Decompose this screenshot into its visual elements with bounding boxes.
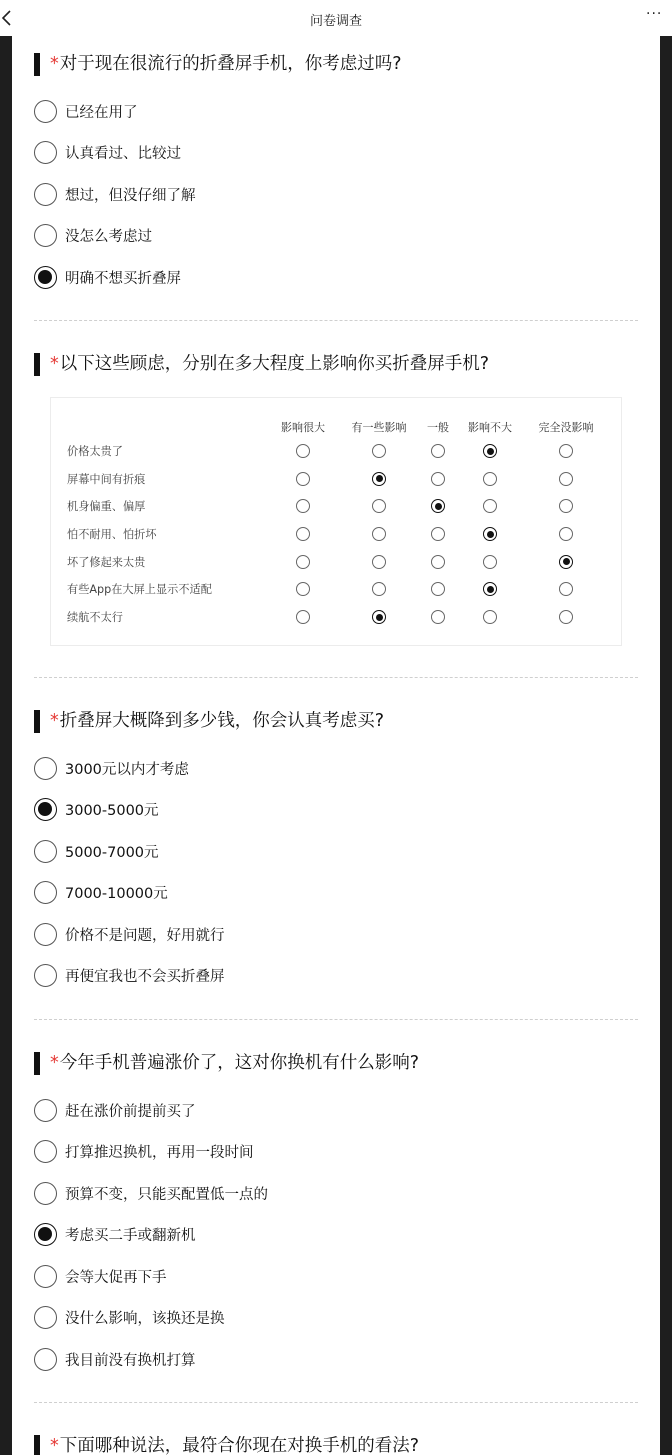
matrix-radio[interactable] bbox=[483, 472, 497, 486]
radio-button[interactable] bbox=[34, 100, 57, 123]
option-1[interactable] bbox=[34, 1097, 196, 1123]
matrix-radio[interactable] bbox=[296, 499, 310, 513]
matrix-radio[interactable] bbox=[483, 610, 497, 624]
matrix-row-label: 续航不太行 bbox=[67, 611, 123, 624]
radio-button[interactable] bbox=[34, 923, 57, 946]
matrix-radio[interactable] bbox=[431, 582, 445, 596]
required-mark: * bbox=[50, 354, 59, 374]
option-5[interactable] bbox=[34, 921, 225, 947]
question-title bbox=[34, 1051, 638, 1077]
section-divider bbox=[34, 1402, 638, 1403]
radio-button[interactable] bbox=[34, 798, 57, 821]
more-menu-icon[interactable]: ··· bbox=[646, 6, 663, 22]
required-mark: * bbox=[50, 711, 59, 731]
radio-button[interactable] bbox=[34, 141, 57, 164]
top-bar bbox=[0, 0, 672, 36]
option-label: 再便宜我也不会买折叠屏 bbox=[65, 969, 225, 985]
question-title bbox=[34, 1434, 638, 1455]
required-mark: * bbox=[50, 1436, 59, 1455]
matrix-radio[interactable] bbox=[483, 444, 497, 458]
option-2[interactable] bbox=[34, 140, 181, 166]
question-title bbox=[34, 352, 638, 378]
matrix-row-label: 怕不耐用、怕折坏 bbox=[67, 528, 157, 541]
matrix-radio[interactable] bbox=[372, 610, 386, 624]
radio-button[interactable] bbox=[34, 1182, 57, 1205]
option-6[interactable] bbox=[34, 1305, 225, 1331]
rating-matrix bbox=[50, 397, 622, 646]
question-text: 对于现在很流行的折叠屏手机，你考虑过吗? bbox=[59, 54, 402, 74]
radio-button[interactable] bbox=[34, 1223, 57, 1246]
radio-button[interactable] bbox=[34, 1099, 57, 1122]
matrix-row-label: 坏了修起来太贵 bbox=[67, 555, 146, 569]
matrix-radio[interactable] bbox=[559, 444, 573, 458]
option-label: 认真看过、比较过 bbox=[65, 146, 181, 162]
matrix-row-label: 机身偏重、偏厚 bbox=[67, 500, 146, 513]
matrix-radio[interactable] bbox=[431, 472, 445, 486]
radio-button[interactable] bbox=[34, 1348, 57, 1371]
matrix-radio[interactable] bbox=[296, 555, 310, 569]
question-marker bbox=[34, 1435, 40, 1455]
section-divider bbox=[34, 677, 638, 678]
matrix-column-header: 完全没影响 bbox=[538, 421, 594, 434]
question-2 bbox=[34, 352, 638, 378]
matrix-radio[interactable] bbox=[483, 582, 497, 596]
required-mark: * bbox=[50, 54, 59, 74]
matrix-radio[interactable] bbox=[372, 582, 386, 596]
option-3[interactable] bbox=[34, 1180, 268, 1206]
matrix-radio[interactable] bbox=[431, 499, 445, 513]
matrix-radio[interactable] bbox=[483, 499, 497, 513]
question-text: 以下这些顾虑，分别在多大程度上影响你买折叠屏手机? bbox=[59, 354, 490, 374]
matrix-radio[interactable] bbox=[296, 610, 310, 624]
question-text: 今年手机普遍涨价了，这对你换机有什么影响? bbox=[59, 1053, 420, 1073]
matrix-radio[interactable] bbox=[296, 582, 310, 596]
matrix-radio[interactable] bbox=[372, 444, 386, 458]
option-3[interactable] bbox=[34, 181, 196, 207]
option-4[interactable] bbox=[34, 880, 168, 906]
option-label: 3000-5000元 bbox=[65, 803, 159, 819]
option-label: 没什么影响，该换还是换 bbox=[65, 1311, 225, 1327]
option-5[interactable] bbox=[34, 264, 181, 290]
option-6[interactable] bbox=[34, 963, 225, 989]
question-title bbox=[34, 52, 638, 78]
option-label: 想过，但没仔细了解 bbox=[65, 187, 196, 204]
question-4 bbox=[34, 1051, 638, 1369]
option-1[interactable] bbox=[34, 98, 138, 124]
matrix-radio[interactable] bbox=[559, 582, 573, 596]
radio-button[interactable] bbox=[34, 183, 57, 206]
radio-button[interactable] bbox=[34, 1140, 57, 1163]
option-4[interactable] bbox=[34, 223, 152, 249]
matrix-radio[interactable] bbox=[559, 555, 573, 569]
required-mark: * bbox=[50, 1053, 59, 1073]
question-3 bbox=[34, 709, 638, 985]
matrix-radio[interactable] bbox=[483, 555, 497, 569]
question-5 bbox=[34, 1434, 638, 1455]
option-label: 预算不变，只能买配置低一点的 bbox=[65, 1186, 268, 1203]
matrix-row-label: 有些App在大屏上显示不适配 bbox=[67, 583, 212, 596]
matrix-radio[interactable] bbox=[559, 610, 573, 624]
survey-page bbox=[12, 36, 660, 1455]
question-marker bbox=[34, 353, 40, 376]
option-label: 3000元以内才考虑 bbox=[65, 761, 189, 778]
radio-button[interactable] bbox=[34, 266, 57, 289]
question-marker bbox=[34, 53, 40, 76]
section-divider bbox=[34, 320, 638, 321]
radio-button[interactable] bbox=[34, 1265, 57, 1288]
option-1[interactable] bbox=[34, 755, 189, 781]
matrix-radio[interactable] bbox=[296, 444, 310, 458]
matrix-radio[interactable] bbox=[372, 499, 386, 513]
matrix-radio[interactable] bbox=[431, 555, 445, 569]
matrix-radio[interactable] bbox=[431, 527, 445, 541]
option-5[interactable] bbox=[34, 1263, 167, 1289]
page-title: 问卷调查 bbox=[309, 14, 362, 29]
radio-button[interactable] bbox=[34, 964, 57, 987]
option-label: 5000-7000元 bbox=[65, 844, 159, 861]
matrix-row-label: 价格太贵了 bbox=[67, 445, 123, 458]
option-label: 价格不是问题，好用就行 bbox=[65, 927, 225, 944]
option-label: 赶在涨价前提前买了 bbox=[65, 1103, 196, 1120]
question-title bbox=[34, 709, 638, 735]
matrix-row-label: 屏幕中间有折痕 bbox=[67, 472, 146, 486]
option-label: 已经在用了 bbox=[65, 104, 138, 121]
radio-button[interactable] bbox=[34, 1306, 57, 1329]
matrix-column-header: 一般 bbox=[427, 421, 449, 434]
question-1 bbox=[34, 52, 638, 287]
matrix-radio[interactable] bbox=[559, 499, 573, 513]
radio-button[interactable] bbox=[34, 224, 57, 247]
option-4[interactable] bbox=[34, 1222, 196, 1248]
matrix-column-header: 影响不大 bbox=[468, 421, 512, 434]
option-label: 我目前没有换机打算 bbox=[65, 1352, 196, 1369]
matrix-radio[interactable] bbox=[372, 527, 386, 541]
question-marker bbox=[34, 1052, 40, 1075]
radio-button[interactable] bbox=[34, 757, 57, 780]
option-label: 7000-10000元 bbox=[65, 886, 168, 902]
option-label: 打算推迟换机，再用一段时间 bbox=[65, 1145, 254, 1161]
option-label: 会等大促再下手 bbox=[65, 1269, 167, 1286]
matrix-radio[interactable] bbox=[483, 527, 497, 541]
question-text: 折叠屏大概降到多少钱，你会认真考虑买? bbox=[59, 711, 385, 731]
option-2[interactable] bbox=[34, 1139, 254, 1165]
matrix-radio[interactable] bbox=[296, 472, 310, 486]
matrix-radio[interactable] bbox=[372, 555, 386, 569]
option-label: 考虑买二手或翻新机 bbox=[65, 1228, 196, 1244]
option-label: 没怎么考虑过 bbox=[65, 229, 152, 245]
option-3[interactable] bbox=[34, 838, 159, 864]
matrix-radio[interactable] bbox=[559, 472, 573, 486]
section-divider bbox=[34, 1019, 638, 1020]
radio-button[interactable] bbox=[34, 840, 57, 863]
matrix-radio[interactable] bbox=[431, 610, 445, 624]
matrix-radio[interactable] bbox=[559, 527, 573, 541]
option-label: 明确不想买折叠屏 bbox=[65, 270, 181, 287]
question-text: 下面哪种说法，最符合你现在对换手机的看法? bbox=[59, 1436, 420, 1455]
question-marker bbox=[34, 710, 40, 733]
radio-button[interactable] bbox=[34, 881, 57, 904]
matrix-column-header: 有一些影响 bbox=[351, 421, 407, 434]
matrix-radio[interactable] bbox=[431, 444, 445, 458]
option-2[interactable] bbox=[34, 797, 159, 823]
option-7[interactable] bbox=[34, 1346, 196, 1372]
matrix-radio[interactable] bbox=[296, 527, 310, 541]
matrix-radio[interactable] bbox=[372, 472, 386, 486]
matrix-column-header: 影响很大 bbox=[281, 421, 325, 434]
